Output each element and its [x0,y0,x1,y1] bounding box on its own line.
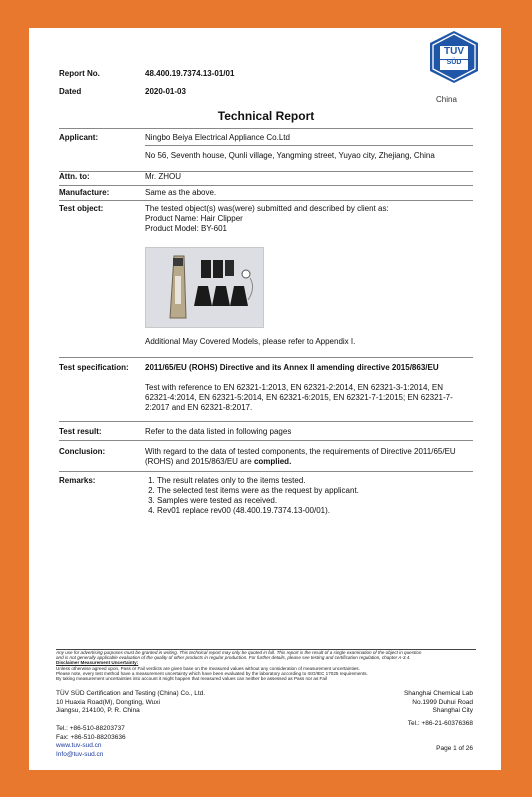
disclaimer-heading: Disclaimer Measurement Uncertainty: [56,660,139,666]
remark-item: 1. The result relates only to the items tested. [157,476,463,486]
remarks-list [145,476,463,516]
lab-address: No.1999 Duhui Road [412,698,473,706]
logo-city: China [436,95,457,104]
footer-left [56,690,205,716]
website-link[interactable]: www.tuv-sud.cn [56,742,102,749]
divider [59,421,473,422]
dated-label: Dated [59,87,82,96]
applicant-label: Applicant: [59,133,99,142]
remark-item: 4. Rev01 replace rev00 (48.400.19.7374.13-00/01). [157,506,463,516]
remark-item: 2. The selected test items were as the request by applicant. [157,486,463,496]
attn-value: Mr. ZHOU [145,172,181,181]
dated-value: 2020-01-03 [145,87,186,96]
lab-address: Shanghai City [432,707,473,714]
applicant-name: Ningbo Beiya Electrical Appliance Co.Ltd [145,133,290,142]
report-no: 48.400.19.7374.13-01/01 [145,69,235,78]
page-number: Page 1 of 26 [436,745,473,752]
attn-label: Attn. to: [59,172,90,181]
divider [59,171,473,172]
product-name: Product Name: Hair Clipper [145,214,243,223]
divider [59,357,473,358]
product-photo [145,247,264,328]
test-spec-text: Test with reference to EN 62321-1:2013, EN 62321-2:2014, EN 62321-3-1:2014, EN 62321-4:2014, EN 62321-5:2014, EN 62321-6:2015, EN 62321-7-1:2015; EN 62321-7-2:2017 and EN 62321-8:2017. [145,383,453,412]
test-object-note: Additional May Covered Models, please refer to Appendix I. [145,337,356,346]
conclusion-verdict: complied. [253,457,292,466]
conclusion-label: Conclusion: [59,447,106,456]
report-no-label: Report No. [59,69,100,78]
disclaimer-line: and is not generally applicable evaluation of the quality of other products in regular production. For further details, please see testing and certification regulation, chapter A-3.4. [56,655,411,661]
company-address: Jiangsu, 214100, P. R. China [56,707,140,714]
page-title: Technical Report [217,109,315,123]
applicant-address: No 56, Seventh house, Qunli village, Yangming street, Yuyao city, Zhejiang, China [145,151,435,160]
disclaimer-line: Please note, every test method have a measurement uncertainty which have been evaluated by the laboratory according to ISO/IEC 17025 requirements. [56,670,368,676]
footer-right [404,690,473,716]
disclaimer-line: Unless otherwise agreed upon, Pass or Fail verdicts are given base on the measured values without any consideration of measurement uncertainties. [56,665,360,671]
phone-number: Tel.: +86-510-88203737 [56,725,125,732]
divider [59,185,473,186]
test-object-line1: The tested object(s) was(were) submitted and described by client as: [145,204,389,213]
test-spec-bold: 2011/65/EU (ROHS) Directive and its Annex II amending directive 2015/863/EU [145,363,439,372]
logo-text-top: TÜV [444,46,464,57]
divider [59,200,473,201]
test-result-label: Test result: [59,427,102,436]
remarks-label: Remarks: [59,476,96,485]
lab-phone: Tel.: +86-21-60376368 [407,720,473,727]
divider [59,440,473,441]
conclusion-text [145,447,463,467]
fax-number: Fax: +86-510-88203636 [56,733,126,741]
manufacture-value: Same as the above. [145,188,217,197]
lab-name: Shanghai Chemical Lab [403,690,473,697]
product-model: Product Model: BY-601 [145,224,227,233]
divider [59,128,473,129]
hair-clipper-image [146,248,263,327]
footer-contact [56,725,126,759]
disclaimer-line: By taking measurement uncertainties into account it might happen that measured values can neither be assessed as Pass nor as Fail [56,676,327,682]
disclaimer [56,650,476,681]
company-address: 10 Huaxia Road(M), Dongting, Wuxi [56,698,160,706]
email-link[interactable]: Info@tuv-sud.cn [56,750,104,758]
tuv-sud-logo [427,30,481,84]
test-object-label: Test object: [59,204,104,213]
test-result-value: Refer to the data listed in following pages [145,427,292,436]
manufacture-label: Manufacture: [59,188,110,197]
disclaimer-line: Any use for advertising purposes must be granted in writing. This technical report may only be quoted in full. This report is the result of a single examination of the object in question [56,650,422,655]
conclusion-body: With regard to the data of tested components, the requirements of Directive 2011/65/EU (ROHS) and 2015/863/EU are [145,447,456,466]
logo-text-bottom: SÜD [446,59,462,66]
divider [145,145,473,146]
remark-item: 3. Samples were tested as received. [157,496,463,506]
company-name: TÜV SÜD Certification and Testing (China) Co., Ltd. [56,690,206,697]
test-spec-label: Test specification: [59,363,129,372]
divider [59,471,473,472]
